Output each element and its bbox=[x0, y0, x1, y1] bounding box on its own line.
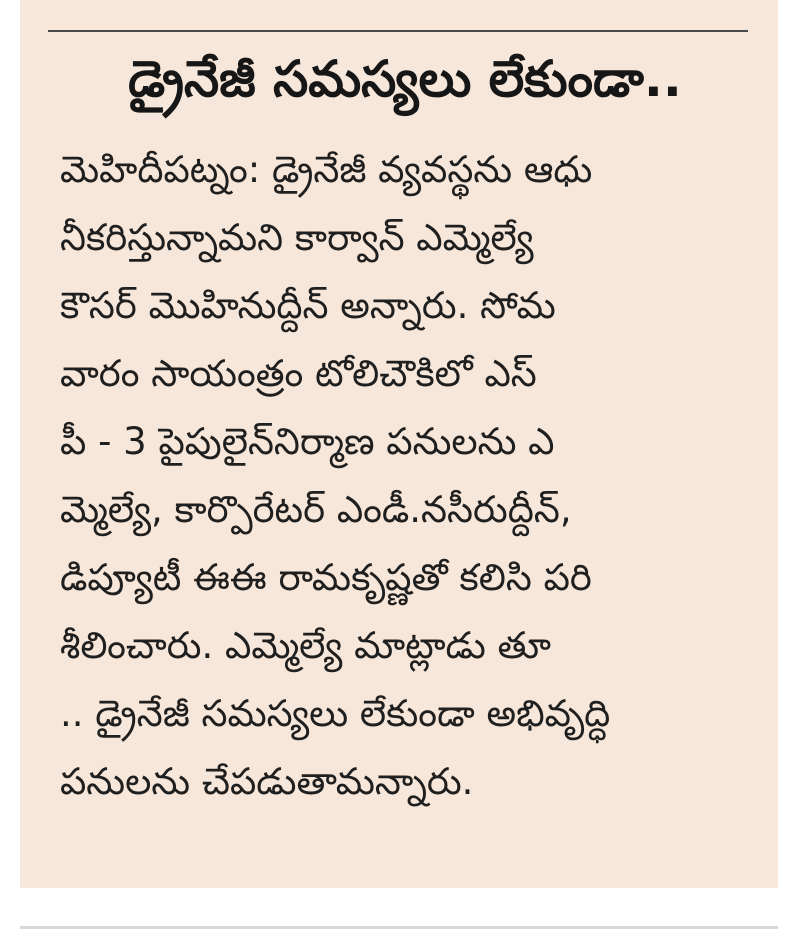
body-line: కౌసర్ మొహినుద్దీన్ అన్నారు. సోమ bbox=[60, 284, 556, 327]
body-line: శీలించారు. ఎమ్మెల్యే మాట్లాడు తూ bbox=[60, 624, 552, 667]
body-line: మ్మెల్యే, కార్పొరేటర్ ఎండీ.నసీరుద్దీన్, bbox=[60, 488, 572, 531]
body-line: పీ - 3 పైపులైన్‌నిర్మాణ పనులను ఎ bbox=[60, 420, 555, 463]
body-line: నీకరిస్తున్నామని కార్వాన్ ఎమ్మెల్యే bbox=[60, 216, 534, 259]
body-line: పనులను చేపడుతామన్నారు. bbox=[60, 760, 474, 803]
body-line: డిప్యూటీ ఈఈ రామకృష్ణతో కలిసి పరి bbox=[60, 556, 592, 599]
news-clipping bbox=[20, 0, 778, 888]
article-body bbox=[60, 136, 760, 816]
divider-rule bbox=[48, 30, 748, 32]
headline: డ్రైనేజీ సమస్యలు లేకుండా.. bbox=[128, 50, 682, 108]
body-line: మెహిదీపట్నం: డ్రైనేజీ వ్యవస్థను ఆధు bbox=[60, 148, 593, 191]
body-line: .. డ్రైనేజీ సమస్యలు లేకుండా అభివృద్ధి bbox=[60, 692, 611, 735]
page-bottom-line bbox=[20, 926, 778, 929]
body-line: వారం సాయంత్రం టోలిచౌకిలో ఎస్ bbox=[60, 352, 537, 395]
